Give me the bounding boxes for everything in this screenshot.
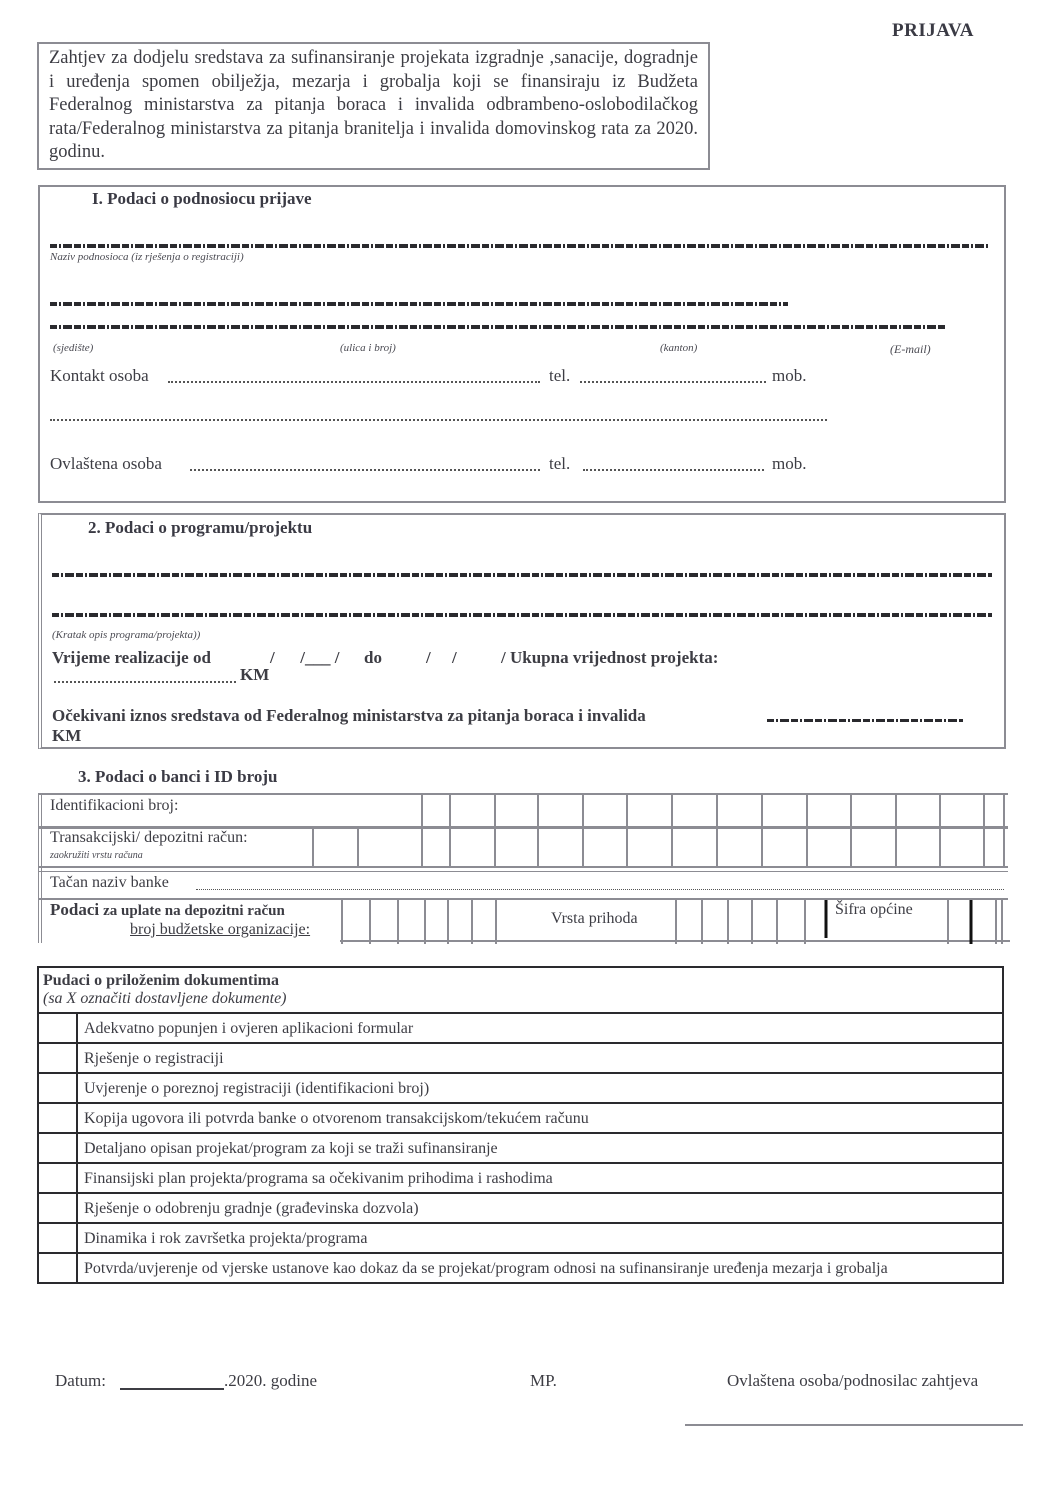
signature-label: Ovlaštena osoba/podnosilac zahtjeva: [727, 1371, 979, 1390]
account-cells[interactable]: [310, 828, 1010, 873]
attached-documents-table: [37, 966, 1004, 1284]
document-row: [38, 1043, 1003, 1073]
address-field-line2[interactable]: [50, 325, 945, 329]
contact-person-label: Kontakt osoba: [50, 366, 149, 385]
form-title: PRIJAVA: [892, 20, 974, 41]
signature-field[interactable]: [685, 1424, 1023, 1426]
expected-amount-currency: KM: [52, 726, 82, 745]
authorized-person-label: Ovlaštena osoba: [50, 454, 162, 473]
document-checkbox[interactable]: [38, 1043, 77, 1073]
document-checkbox[interactable]: [38, 1013, 77, 1043]
account-hint: zaokružiti vrstu računa: [50, 850, 143, 861]
period-from-field[interactable]: / /___ /: [270, 648, 340, 667]
period-label: Vrijeme realizacije od: [52, 648, 211, 667]
document-label: Kopija ugovora ili potvrda banke o otvorenom transakcijskom/tekućem računu: [77, 1103, 1003, 1133]
authorized-person-field[interactable]: [190, 469, 540, 471]
document-row: [38, 1103, 1003, 1133]
document-row: [38, 1133, 1003, 1163]
deposit-label-bold: Podaci: [50, 900, 100, 919]
applicant-name-caption: Naziv podnosioca (iz rješenja o registraciji): [50, 251, 244, 263]
canton-caption: (kanton): [660, 342, 698, 354]
date-label: Datum:: [55, 1371, 106, 1390]
document-row: [38, 1163, 1003, 1193]
request-description-box: Zahtjev za dodjelu sredstava za sufinansiranje projekata izgradnje ,sanacije, dogradnje i uređenja spomen obilježja, mezarja i grobalja koji se finansiraju iz Budžeta Federalnog ministarstva za pitanja boraca i invalida odbrambeno-oslobodilačkog rata/Federalnog ministarstva za pitanja branitelja i invalida domovinskog rata za 2020. godinu.: [37, 42, 710, 170]
deposit-label: [50, 900, 285, 920]
document-checkbox[interactable]: [38, 1223, 77, 1253]
account-grid[interactable]: [310, 828, 1010, 868]
bank-name-field[interactable]: [196, 889, 1004, 890]
document-label: Rješenje o odobrenju gradnje (građevinska dozvola): [77, 1193, 1003, 1223]
bank-name-label: Tačan naziv banke: [50, 874, 169, 891]
seat-caption: (sjedište): [53, 342, 94, 354]
document-label: Detaljano opisan projekat/program za koji se traži sufinansiranje: [77, 1133, 1003, 1163]
document-checkbox[interactable]: [38, 1133, 77, 1163]
expected-amount-label: Očekivani iznos sredstava od Federalnog ministarstva za pitanja boraca i invalida: [52, 706, 646, 725]
contact-person-field[interactable]: [168, 381, 540, 383]
period-to-field[interactable]: / /: [426, 648, 457, 667]
id-number-label: Identifikacioni broj:: [50, 797, 179, 814]
document-label: Dinamika i rok završetka projekta/programa: [77, 1223, 1003, 1253]
document-label: Uvjerenje o poreznoj registraciji (identifikacioni broj): [77, 1073, 1003, 1103]
project-description-line1[interactable]: [52, 573, 992, 577]
street-caption: (ulica i broj): [340, 342, 396, 354]
account-label: Transakcijski/ depozitni račun:: [50, 829, 248, 846]
document-checkbox[interactable]: [38, 1073, 77, 1103]
documents-header-cell: [38, 967, 1003, 1013]
total-value-field[interactable]: [54, 681, 236, 683]
document-checkbox[interactable]: [38, 1193, 77, 1223]
project-description-line2[interactable]: [52, 613, 992, 617]
project-section-heading: 2. Podaci o programu/projektu: [88, 518, 313, 537]
document-row: [38, 1253, 1003, 1283]
applicant-name-field[interactable]: [50, 244, 988, 248]
document-row: [38, 1073, 1003, 1103]
address-field-line1[interactable]: [50, 302, 788, 306]
date-field[interactable]: [120, 1388, 224, 1390]
document-checkbox[interactable]: [38, 1103, 77, 1133]
budget-org-label: broj budžetske organizacije:: [130, 921, 311, 938]
contact-tel-field[interactable]: [580, 381, 766, 383]
document-label: Rješenje o registraciji: [77, 1043, 1003, 1073]
project-description-caption: (Kratak opis programa/projekta)): [52, 629, 201, 641]
period-to-label: do: [364, 648, 382, 667]
applicant-section-heading: I. Podaci o podnosiocu prijave: [92, 189, 312, 208]
document-label: Finansijski plan projekta/programa sa očekivanim prihodima i rashodima: [77, 1163, 1003, 1193]
authorized-tel-field[interactable]: [583, 469, 764, 471]
documents-subheading: (sa X označiti dostavljene dokumente): [43, 990, 287, 1007]
documents-heading: Pudaci o priloženim dokumentima: [43, 972, 280, 989]
document-label: Potvrda/uvjerenje od vjerske ustanove kao dokaz da se projekat/program odnosi na sufinansiranje uređenja mezarja i grobalja: [77, 1253, 1003, 1283]
document-row: [38, 1193, 1003, 1223]
contact-mob-label: mob.: [772, 366, 807, 385]
contact-tel-label: tel.: [549, 366, 571, 385]
date-suffix: .2020. godine: [224, 1371, 318, 1390]
total-value-label: / Ukupna vrijednost projekta:: [501, 648, 719, 667]
email-caption: (E-mail): [890, 342, 931, 356]
stamp-label: MP.: [530, 1371, 557, 1390]
total-currency: KM: [240, 665, 270, 684]
document-label: Adekvatno popunjen i ovjeren aplikacioni formular: [77, 1013, 1003, 1043]
document-checkbox[interactable]: [38, 1163, 77, 1193]
municipality-code-label: Šifra općine: [835, 901, 913, 918]
authorized-mob-label: mob.: [772, 454, 807, 473]
id-number-grid[interactable]: [420, 793, 1010, 829]
document-row: [38, 1013, 1003, 1043]
revenue-type-label: Vrsta prihoda: [551, 910, 638, 927]
documents-header-row: [38, 967, 1003, 1013]
authorized-tel-label: tel.: [549, 454, 571, 473]
deposit-label-rest: za uplate na depozitni račun: [103, 903, 285, 919]
document-checkbox[interactable]: [38, 1253, 77, 1283]
expected-amount-field[interactable]: [767, 719, 963, 722]
applicant-section: [38, 185, 1006, 503]
contact-mob-field[interactable]: [50, 419, 827, 421]
document-row: [38, 1223, 1003, 1253]
bank-section-heading: 3. Podaci o banci i ID broju: [78, 767, 278, 786]
